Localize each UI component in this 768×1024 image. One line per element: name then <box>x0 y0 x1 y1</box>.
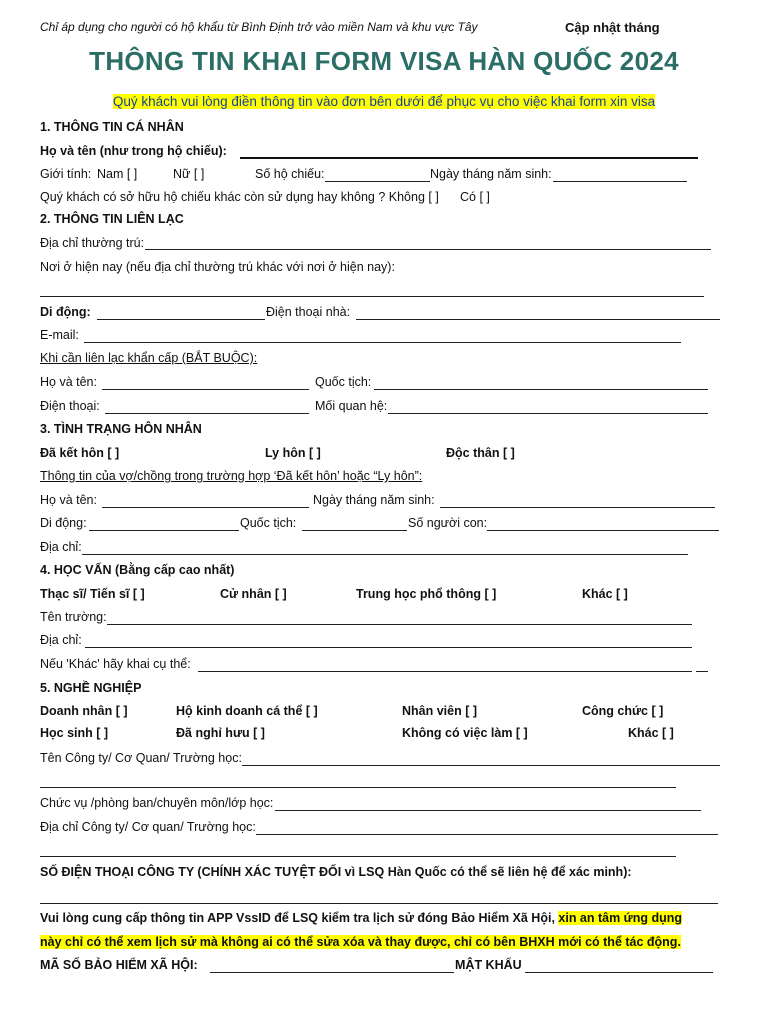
spouse-address-label: Địa chỉ: <box>40 540 82 554</box>
female-checkbox[interactable]: Nữ [ ] <box>173 167 205 181</box>
emergency-nationality-label: Quốc tịch: <box>315 375 372 389</box>
vssid-instructions-line2 <box>40 935 681 949</box>
student-checkbox[interactable]: Học sinh [ ] <box>40 726 109 740</box>
section-occupation-heading: 5. NGHỀ NGHIỆP <box>40 681 142 695</box>
page-title: THÔNG TIN KHAI FORM VISA HÀN QUỐC 2024 <box>89 46 679 76</box>
full-name-field[interactable] <box>240 157 698 159</box>
section-marital-heading: 3. TÌNH TRẠNG HÔN NHÂN <box>40 422 202 436</box>
spouse-nationality-label: Quốc tịch: <box>240 516 297 530</box>
spouse-nationality-field[interactable] <box>302 530 407 531</box>
spouse-mobile-label: Di động: <box>40 516 87 530</box>
education-other-label: Nếu 'Khác' hãy khai cụ thể: <box>40 657 191 671</box>
subtitle: Quý khách vui lòng điền thông tin vào đơn bên dưới để phục vụ cho việc khai form xin visa <box>112 94 656 109</box>
section-education-heading: 4. HỌC VẤN (Bằng cấp cao nhất) <box>40 563 235 577</box>
emergency-nationality-field[interactable] <box>374 389 708 390</box>
permanent-address-label: Địa chỉ thường trú: <box>40 236 145 250</box>
spouse-info-label: Thông tin của vợ/chồng trong trường hợp ‘Đã kết hôn’ hoặc “Ly hôn”: <box>40 469 423 483</box>
spouse-address-field[interactable] <box>82 554 688 555</box>
household-business-checkbox[interactable]: Hộ kinh doanh cá thể [ ] <box>176 704 318 718</box>
dob-field[interactable] <box>553 181 687 182</box>
subtitle-row <box>0 93 768 111</box>
spouse-dob-label: Ngày tháng năm sinh: <box>313 493 435 507</box>
education-other-field-end <box>696 671 708 672</box>
permanent-address-field[interactable] <box>145 249 711 250</box>
children-field[interactable] <box>487 530 719 531</box>
section-contact-heading: 2. THÔNG TIN LIÊN LẠC <box>40 212 184 226</box>
other-passport-yes-checkbox[interactable]: Có [ ] <box>460 190 490 204</box>
divorced-checkbox[interactable]: Ly hôn [ ] <box>265 446 321 460</box>
company-name-label: Tên Công ty/ Cơ Quan/ Trường học: <box>40 751 242 765</box>
emergency-name-label: Họ và tên: <box>40 375 97 389</box>
password-label: MẬT KHẨU <box>455 958 522 972</box>
single-checkbox[interactable]: Độc thân [ ] <box>446 446 515 460</box>
highschool-checkbox[interactable]: Trung học phổ thông [ ] <box>356 587 497 601</box>
email-label: E-mail: <box>40 328 79 342</box>
bachelor-checkbox[interactable]: Cử nhân [ ] <box>220 587 287 601</box>
position-label: Chức vụ /phòng ban/chuyên môn/lớp học: <box>40 796 274 810</box>
married-checkbox[interactable]: Đã kết hôn [ ] <box>40 446 120 460</box>
vssid-instructions-text: Vui lòng cung cấp thông tin APP VssID để LSQ kiểm tra lịch sử đóng Bảo Hiểm Xã Hội, <box>40 911 559 925</box>
emergency-phone-label: Điện thoại: <box>40 399 100 413</box>
password-field[interactable] <box>525 972 713 973</box>
home-phone-field[interactable] <box>356 319 720 320</box>
spouse-dob-field[interactable] <box>440 507 715 508</box>
company-name-field-extra[interactable] <box>40 787 676 788</box>
company-name-field[interactable] <box>242 765 720 766</box>
update-note: Cập nhật tháng <box>565 20 660 35</box>
school-address-field[interactable] <box>85 647 692 648</box>
company-phone-label: SỐ ĐIỆN THOẠI CÔNG TY (CHÍNH XÁC TUYỆT ĐỐI vì LSQ Hàn Quốc có thể sẽ liên hệ để xác minh): <box>40 865 632 879</box>
civil-servant-checkbox[interactable]: Công chức [ ] <box>582 704 664 718</box>
emergency-phone-field[interactable] <box>105 413 309 414</box>
company-address-field[interactable] <box>256 834 718 835</box>
emergency-contact-label: Khi cần liên lạc khẩn cấp (BẮT BUỘC): <box>40 351 258 365</box>
spouse-mobile-field[interactable] <box>89 530 239 531</box>
home-phone-label: Điện thoại nhà: <box>266 305 351 319</box>
vssid-highlight-2: này chỉ có thể xem lịch sử mà không ai có thể sửa xóa và thay được, chỉ có bên BHXH mới có thể tác động. <box>40 935 681 949</box>
master-checkbox[interactable]: Thạc sĩ/ Tiến sĩ [ ] <box>40 587 145 601</box>
passport-no-field[interactable] <box>325 181 430 182</box>
school-address-label: Địa chỉ: <box>40 633 82 647</box>
school-name-label: Tên trường: <box>40 610 107 624</box>
company-address-label: Địa chỉ Công ty/ Cơ quan/ Trường học: <box>40 820 256 834</box>
male-checkbox[interactable]: Nam [ ] <box>97 167 138 181</box>
email-field[interactable] <box>84 342 681 343</box>
dob-label: Ngày tháng năm sinh: <box>430 167 552 181</box>
vssid-instructions-line1 <box>40 911 682 925</box>
mobile-label: Di động: <box>40 305 91 319</box>
header-note: Chỉ áp dụng cho người có hộ khẩu từ Bình Định trở vào miền Nam và khu vực Tây <box>40 20 478 34</box>
occupation-other-checkbox[interactable]: Khác [ ] <box>628 726 674 740</box>
emergency-name-field[interactable] <box>102 389 309 390</box>
unemployed-checkbox[interactable]: Không có việc làm [ ] <box>402 726 528 740</box>
gender-label: Giới tính: <box>40 167 92 181</box>
insurance-code-field[interactable] <box>210 972 454 973</box>
passport-no-label: Số hộ chiếu: <box>255 167 325 181</box>
emergency-relationship-label: Mối quan hệ: <box>315 399 388 413</box>
spouse-name-label: Họ và tên: <box>40 493 97 507</box>
vssid-highlight-1: xin an tâm ứng dụng <box>558 911 683 925</box>
school-name-field[interactable] <box>107 624 692 625</box>
company-address-field-extra[interactable] <box>40 856 676 857</box>
current-address-field[interactable] <box>40 296 704 297</box>
full-name-label: Họ và tên (như trong hộ chiếu): <box>40 144 227 158</box>
business-owner-checkbox[interactable]: Doanh nhân [ ] <box>40 704 128 718</box>
education-other-field[interactable] <box>198 671 692 672</box>
education-other-checkbox[interactable]: Khác [ ] <box>582 587 628 601</box>
emergency-relationship-field[interactable] <box>388 413 708 414</box>
section-personal-heading: 1. THÔNG TIN CÁ NHÂN <box>40 120 184 134</box>
mobile-field[interactable] <box>97 319 265 320</box>
current-address-label: Nơi ở hiện nay (nếu địa chỉ thường trú khác với nơi ở hiện nay): <box>40 260 395 274</box>
other-passport-question[interactable]: Quý khách có sở hữu hộ chiếu khác còn sử dụng hay không ? Không [ ] <box>40 190 439 204</box>
retired-checkbox[interactable]: Đã nghỉ hưu [ ] <box>176 726 265 740</box>
employee-checkbox[interactable]: Nhân viên [ ] <box>402 704 478 718</box>
insurance-code-label: MÃ SỐ BẢO HIỂM XÃ HỘI: <box>40 958 198 972</box>
position-field[interactable] <box>275 810 701 811</box>
spouse-name-field[interactable] <box>102 507 309 508</box>
company-phone-field[interactable] <box>40 903 718 904</box>
children-label: Số người con: <box>408 516 488 530</box>
